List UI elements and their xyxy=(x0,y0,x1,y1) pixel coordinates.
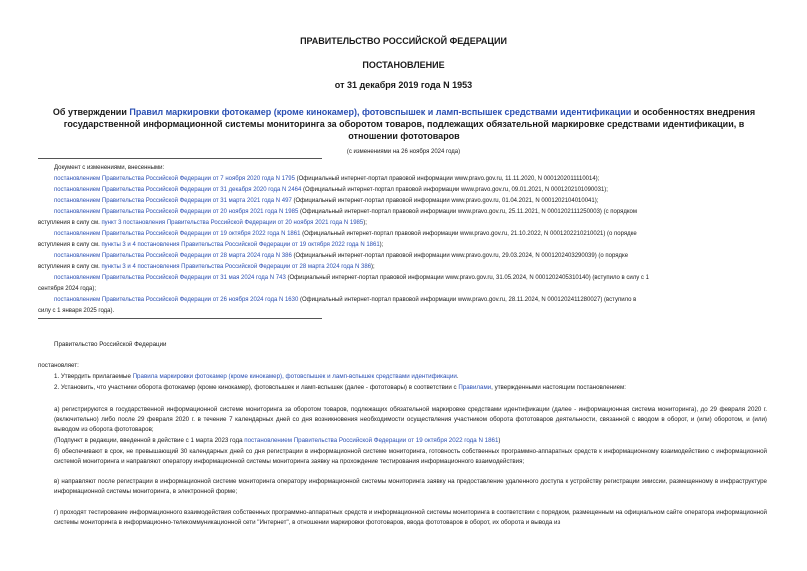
edit-note: (с изменениями на 26 ноября 2024 года) xyxy=(346,149,461,155)
divider-bottom xyxy=(38,318,322,319)
item-1: 1. Утвердить прилагаемые Правила маркировки фотокамер (кроме кинокамер), фотовспышек и ламп-вспышек средствами идентификации. xyxy=(54,373,459,380)
decree-verb: постановляет: xyxy=(38,362,79,369)
document-title xyxy=(44,106,764,142)
title-prefix: Об утверждении xyxy=(52,107,130,117)
item-2: 2. Установить, что участники оборота фотокамер (кроме кинокамер), фотовспышек и ламп-вспышек (далее - фототовары) в соответствии с Правилами, утвержденными настоящим постановлением: xyxy=(54,384,627,391)
amendment-line: вступления в силу см. пункты 3 и 4 постановления Правительства Российской Федерации от 28 марта 2024 года N 386); xyxy=(38,264,375,270)
paragraph-b: б) обеспечивают в срок, не превышающий 30 календарных дней со дня регистрации в информационной системе мониторинга, готовность собственных программно-аппаратных средств к информационному взаимодействию с информационной системой мониторинга и направляют оператору информационной системы мониторинга заявку на прохождение тестирования информационного взаимодействия; xyxy=(54,448,767,465)
paragraph-a: а) регистрируются в государственной информационной системе мониторинга за оборотом товаров, подлежащих обязательной маркировке средствами идентификации (далее - информационная система мониторинга), до 29 февраля 2020 г. (включительно) либо после 29 февраля 2020 г. в течение 7 календарных дней со дня возникновения необходимости осуществления участником оборота фототоваров деятельности, связанной с вводом в оборот, и (или) оборотом, и (или) выводом из оборота фототоваров; xyxy=(54,406,767,433)
amendment-link[interactable]: пункты 3 и 4 постановления Правительства Российской Федерации от 28 марта 2024 года N 386 xyxy=(101,264,372,270)
amendment-link[interactable]: пункт 3 постановления Правительства Российской Федерации от 20 ноября 2021 года N 1985 xyxy=(101,220,364,226)
amendment-line: сентября 2024 года); xyxy=(38,286,97,292)
amendment-line: постановлением Правительства Российской Федерации от 26 ноября 2024 года N 1630 (Официальный интернет-портал правовой информации www.pravo.gov.ru, 28.11.2024, N 0001202411280027) (вступило в xyxy=(54,297,637,303)
amendment-link[interactable]: постановлением Правительства Российской Федерации от 7 ноября 2020 года N 1795 xyxy=(54,176,295,182)
amendment-line: вступления в силу см. пункт 3 постановления Правительства Российской Федерации от 20 ноября 2021 года N 1985); xyxy=(38,220,367,226)
amendment-line: силу с 1 января 2025 года). xyxy=(38,308,115,314)
amendment-line: постановлением Правительства Российской Федерации от 31 декабря 2020 года N 2464 (Официальный интернет-портал правовой информации www.pravo.gov.ru, 09.01.2021, N 0001202101090031); xyxy=(54,187,608,193)
amendment-link[interactable]: постановлением Правительства Российской Федерации от 31 мая 2024 года N 743 xyxy=(54,275,286,281)
item-2-rules-link[interactable]: Правилами xyxy=(458,384,492,391)
amendment-line: постановлением Правительства Российской Федерации от 28 марта 2024 года N 386 (Официальный интернет-портал правовой информации www.pravo.gov.ru, 29.03.2024, N 0001202403290039) (о порядке xyxy=(54,253,629,259)
government-heading: ПРАВИТЕЛЬСТВО РОССИЙСКОЙ ФЕДЕРАЦИИ xyxy=(300,36,507,46)
amendment-link[interactable]: постановлением Правительства Российской Федерации от 26 ноября 2024 года N 1630 xyxy=(54,297,299,303)
paragraph-v: в) направляют после регистрации в информационной системе мониторинга оператору информационной системы мониторинга заявку на предоставление удаленного доступа к устройству регистрации эмиссии, размещенному в инфраструктуре информационной системы мониторинга, в электронной форме; xyxy=(54,478,767,495)
document-date-number: от 31 декабря 2019 года N 1953 xyxy=(334,80,473,90)
amendment-line: постановлением Правительства Российской Федерации от 31 мая 2024 года N 743 (Официальный интернет-портал правовой информации www.pravo.gov.ru, 31.05.2024, N 0001202405310140) (вступило в силу с 1 xyxy=(54,275,649,281)
amendment-link[interactable]: постановлением Правительства Российской Федерации от 20 ноября 2021 года N 1985 xyxy=(54,209,299,215)
amendments-intro: Документ с изменениями, внесенными: xyxy=(54,165,165,171)
amendment-link[interactable]: постановлением Правительства Российской Федерации от 19 октября 2022 года N 1861 xyxy=(54,231,301,237)
document-type: ПОСТАНОВЛЕНИЕ xyxy=(362,60,445,70)
amendment-link[interactable]: пункты 3 и 4 постановления Правительства Российской Федерации от 19 октября 2022 года N 1861 xyxy=(101,242,380,248)
amendment-line: вступления в силу см. пункты 3 и 4 постановления Правительства Российской Федерации от 19 октября 2022 года N 1861); xyxy=(38,242,384,248)
divider-top xyxy=(38,158,322,159)
amendment-line: постановлением Правительства Российской Федерации от 31 марта 2021 года N 497 (Официальный интернет-портал правовой информации www.pravo.gov.ru, 01.04.2021, N 0001202104010041); xyxy=(54,198,599,204)
note-a-link[interactable]: постановлением Правительства Российской Федерации от 19 октября 2022 года N 1861 xyxy=(244,437,499,444)
title-rules-link[interactable]: Правил маркировки фотокамер (кроме кинокамер), фотовспышек и ламп-вспышек средствами идентификации xyxy=(129,107,632,117)
item-1-rules-link[interactable]: Правила маркировки фотокамер (кроме кинокамер), фотовспышек и ламп-вспышек средствами идентификации xyxy=(132,373,457,380)
amendment-link[interactable]: постановлением Правительства Российской Федерации от 28 марта 2024 года N 386 xyxy=(54,253,292,259)
amendment-line: постановлением Правительства Российской Федерации от 7 ноября 2020 года N 1795 (Официальный интернет-портал правовой информации www.pravo.gov.ru, 11.11.2020, N 0001202011110014); xyxy=(54,176,600,182)
paragraph-g: г) проходят тестирование информационного взаимодействия собственных программно-аппаратных средств и информационной системы мониторинга в соответствии с порядком, размещенным на официальном сайте оператора информационной системы мониторинга в информационно-телекоммуникационной сети "Интернет", в отношении маркировки фототоваров, ввода фототоваров в оборот, их оборота и вывода из xyxy=(54,509,767,526)
amendment-line: постановлением Правительства Российской Федерации от 20 ноября 2021 года N 1985 (Официальный интернет-портал правовой информации www.pravo.gov.ru, 25.11.2021, N 0001202111250003) (с порядком xyxy=(54,209,638,215)
amendment-link[interactable]: постановлением Правительства Российской Федерации от 31 декабря 2020 года N 2464 xyxy=(54,187,302,193)
issuer: Правительство Российской Федерации xyxy=(54,341,167,348)
title-suffix: и особенностях внедрения государственной информационной системы мониторинга за оборотом товаров, подлежащих обязательной маркировке средствами идентификации, в отношении фототоваров xyxy=(63,107,756,141)
amendment-line: постановлением Правительства Российской Федерации от 19 октября 2022 года N 1861 (Официальный интернет-портал правовой информации www.pravo.gov.ru, 21.10.2022, N 0001202210210021) (о порядке xyxy=(54,231,637,237)
paragraph-a-note: (Подпункт в редакции, введенной в действие с 1 марта 2023 года постановлением Правительства Российской Федерации от 19 октября 2022 года N 1861) xyxy=(54,437,501,444)
amendment-link[interactable]: постановлением Правительства Российской Федерации от 31 марта 2021 года N 497 xyxy=(54,198,292,204)
